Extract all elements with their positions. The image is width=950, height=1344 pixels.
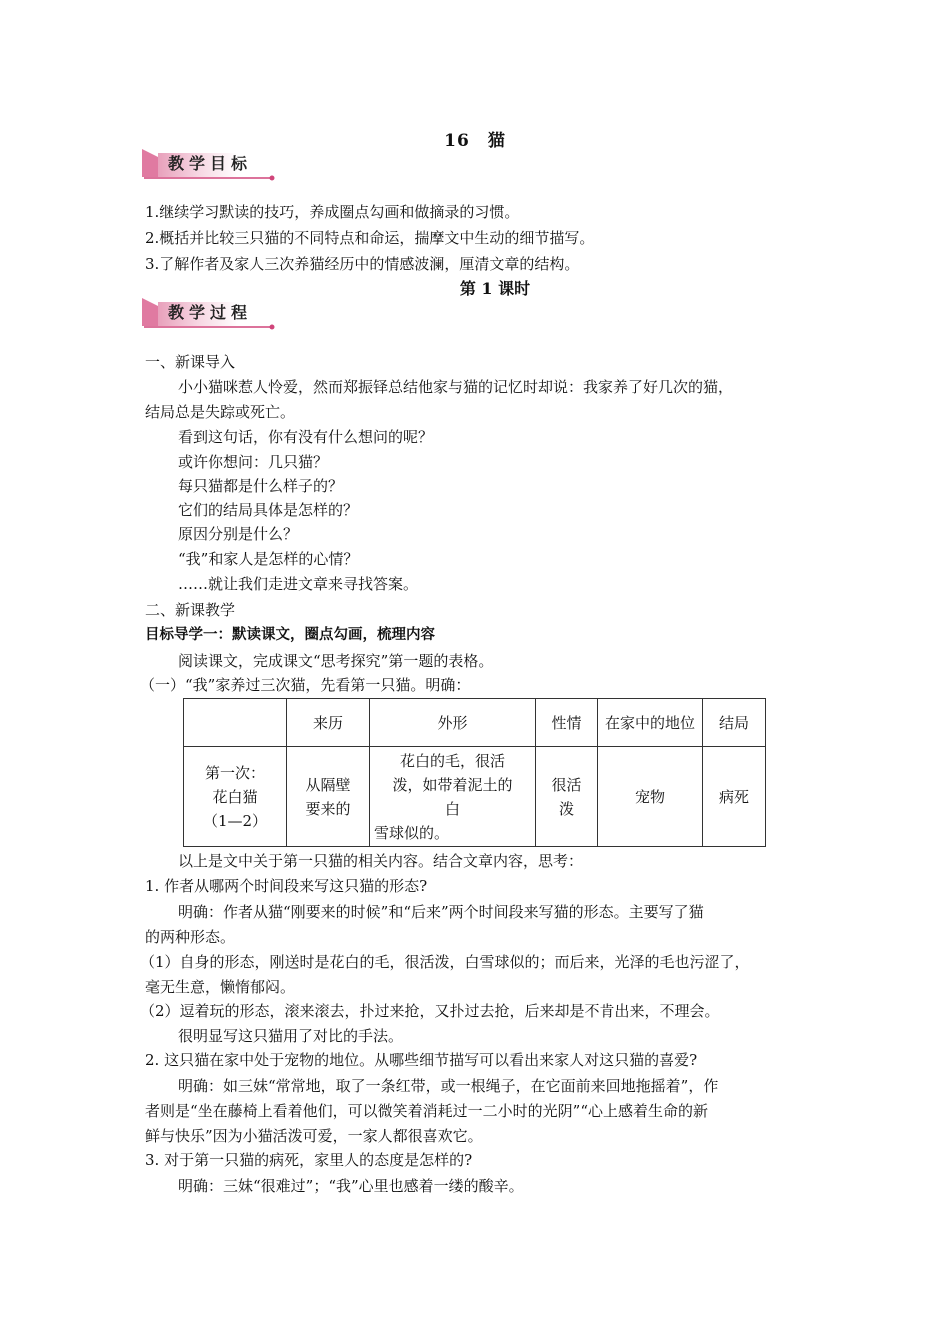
cell-line: 白 bbox=[444, 799, 460, 818]
table-header-cell: 来历 bbox=[287, 699, 370, 747]
first-cat-table bbox=[183, 698, 766, 847]
answer: 很明显写这只猫用了对比的手法。 bbox=[178, 1027, 404, 1045]
table-cell bbox=[536, 747, 598, 847]
table-header-cell: 性情 bbox=[536, 699, 598, 747]
question: 2. 这只猫在家中处于宠物的地位。从哪些细节描写可以看出来家人对这只猫的喜爱? bbox=[145, 1051, 698, 1069]
table-cell: 病死 bbox=[703, 747, 766, 847]
answer: 者则是“坐在藤椅上看着他们，可以微笑着消耗过一二小时的光阴”“心上感着生命的新 bbox=[145, 1102, 709, 1120]
answer: 明确：如三妹“常常地，取了一条红带，或一根绳子，在它面前来回地拖摇着”，作 bbox=[178, 1077, 719, 1095]
table-row bbox=[184, 747, 766, 847]
table-cell bbox=[370, 747, 536, 847]
goals-banner-label: 教学目标 bbox=[168, 154, 253, 173]
process-banner bbox=[140, 296, 280, 334]
answer: 鲜与快乐”因为小猫活泼可爱，一家人都很喜欢它。 bbox=[145, 1127, 483, 1145]
section-heading: 二、新课教学 bbox=[145, 601, 236, 619]
goal-item: 1.继续学习默读的技巧，养成圈点勾画和做摘录的习惯。 bbox=[145, 203, 520, 221]
answer: （2）逗着玩的形态，滚来滚去，扑过来抢，又扑过去抢，后来却是不肯出来，不理会。 bbox=[140, 1002, 720, 1020]
lesson-period-heading: 第 1 课时 bbox=[459, 279, 531, 298]
cell-line: 要来的 bbox=[305, 799, 351, 818]
goals-banner bbox=[140, 147, 280, 185]
paragraph: 阅读课文，完成课文“思考探究”第一题的表格。 bbox=[178, 652, 494, 670]
cell-line: 泼 bbox=[558, 799, 574, 818]
goal-guide-heading: 目标导学一：默读课文，圈点勾画，梳理内容 bbox=[145, 627, 435, 643]
table-header-cell: 结局 bbox=[703, 699, 766, 747]
cell-line: 花白猫 bbox=[212, 787, 258, 806]
table-cell: 宠物 bbox=[598, 747, 703, 847]
paragraph: ……就让我们走进文章来寻找答案。 bbox=[178, 575, 419, 593]
cell-line: 花白的毛，很活 bbox=[399, 751, 505, 770]
paragraph: （一）“我”家养过三次猫，先看第一只猫。明确： bbox=[140, 676, 471, 694]
answer: （1）自身的形态，刚送时是花白的毛，很活泼，白雪球似的；而后来，光泽的毛也污涩了， bbox=[140, 953, 750, 971]
answer: 明确：三妹“很难过”；“我”心里也感着一缕的酸辛。 bbox=[178, 1177, 524, 1195]
lesson-title: 16 猫 bbox=[444, 131, 506, 151]
process-banner-label: 教学过程 bbox=[168, 303, 253, 322]
cell-line: 雪球似的。 bbox=[374, 823, 450, 842]
paragraph: 以上是文中关于第一只猫的相关内容。结合文章内容，思考： bbox=[178, 852, 584, 870]
table-cell bbox=[287, 747, 370, 847]
paragraph: 小小猫咪惹人怜爱，然而郑振铎总结他家与猫的记忆时却说：我家养了好几次的猫， bbox=[178, 378, 734, 396]
table-header-cell bbox=[184, 699, 287, 747]
answer: 明确：作者从猫“刚要来的时候”和“后来”两个时间段来写猫的形态。主要写了猫 bbox=[178, 903, 704, 921]
answer: 的两种形态。 bbox=[145, 928, 236, 946]
paragraph: 每只猫都是什么样子的？ bbox=[178, 477, 344, 495]
section-heading: 一、新课导入 bbox=[145, 353, 236, 371]
cell-line: 从隔壁 bbox=[305, 775, 351, 794]
table-cell bbox=[184, 747, 287, 847]
table-header-row bbox=[184, 699, 766, 747]
answer: 毫无生意，懒惰郁闷。 bbox=[145, 978, 296, 996]
table-header-cell bbox=[598, 699, 703, 747]
goal-item: 3.了解作者及家人三次养猫经历中的情感波澜，厘清文章的结构。 bbox=[145, 255, 580, 273]
cell-line: 很活 bbox=[551, 775, 582, 794]
table-header-cell: 外形 bbox=[370, 699, 536, 747]
table-header-text: 在家中的地位 bbox=[605, 713, 696, 732]
question: 1. 作者从哪两个时间段来写这只猫的形态? bbox=[145, 877, 428, 895]
paragraph: 或许你想问：几只猫？ bbox=[178, 453, 329, 471]
cell-line: 泼，如带着泥土的 bbox=[392, 775, 513, 794]
cell-line: 第一次： bbox=[204, 763, 265, 782]
goal-item: 2.概括并比较三只猫的不同特点和命运，揣摩文中生动的细节描写。 bbox=[145, 229, 595, 247]
cell-line: （1—2） bbox=[202, 811, 268, 830]
paragraph: 它们的结局具体是怎样的？ bbox=[178, 501, 359, 519]
paragraph: 原因分别是什么？ bbox=[178, 525, 299, 543]
question: 3. 对于第一只猫的病死，家里人的态度是怎样的? bbox=[145, 1151, 473, 1169]
paragraph: “我”和家人是怎样的心情？ bbox=[178, 550, 359, 568]
paragraph: 看到这句话，你有没有什么想问的呢？ bbox=[178, 428, 434, 446]
paragraph: 结局总是失踪或死亡。 bbox=[145, 403, 296, 421]
